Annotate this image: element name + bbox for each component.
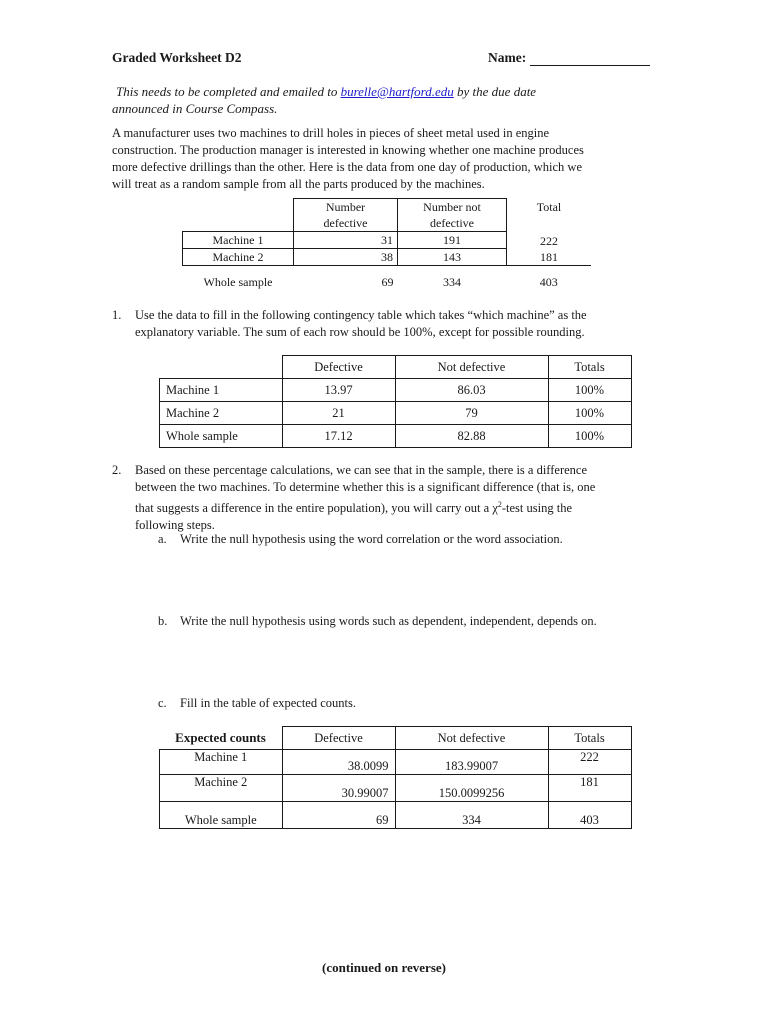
cell-not-defective[interactable]: 79	[395, 402, 548, 425]
cell-total: 181	[507, 249, 592, 266]
cell-total: 403	[539, 275, 558, 289]
table-row	[183, 232, 592, 249]
cell-not-defective[interactable]: 86.03	[395, 379, 548, 402]
instructions-line2: announced in Course Compass.	[112, 101, 278, 116]
header-defective: Defective	[282, 356, 395, 379]
header-not-defective: Not defective	[395, 727, 548, 750]
cell-defective[interactable]: 69	[282, 802, 395, 829]
name-field	[488, 50, 650, 66]
cell-total: 100%	[548, 425, 631, 448]
instructions-after: by the due date	[453, 84, 537, 99]
intro-line: more defective drillings than the other. Here is the data from one day of production, which we	[112, 160, 582, 174]
q2b-label: b.	[158, 614, 168, 628]
row-label: Whole sample	[203, 275, 273, 289]
cell-defective[interactable]: 17.12	[282, 425, 395, 448]
cell-defective: 38	[294, 249, 398, 266]
intro-line: A manufacturer uses two machines to drill holes in pieces of sheet metal used in engine	[112, 126, 550, 140]
table-row	[160, 425, 632, 448]
production-data-table	[182, 198, 591, 290]
cell-total: 100%	[548, 379, 631, 402]
instructions-before: This needs to be completed and emailed to	[116, 84, 341, 99]
intro-paragraph	[112, 125, 672, 193]
table-row	[160, 402, 632, 425]
percentage-table	[159, 355, 632, 448]
worksheet-title: Graded Worksheet D2	[112, 50, 242, 65]
row-label: Machine 2	[183, 249, 294, 266]
intro-line: construction. The production manager is interested in knowing whether one machine produces	[112, 143, 584, 157]
chi-symbol: χ	[492, 501, 498, 516]
cell-not-defective[interactable]: 82.88	[395, 425, 548, 448]
row-label: Machine 1	[160, 379, 283, 402]
expected-table-header	[160, 727, 632, 750]
percent-table-header	[160, 356, 632, 379]
q2c-label: c.	[158, 696, 167, 710]
header-not-defective: Not defective	[395, 356, 548, 379]
cell-total: 403	[548, 802, 631, 829]
row-label: Whole sample	[160, 802, 283, 829]
q1-text: Use the data to fill in the following contingency table which takes “which machine” as the explanatory variable. The sum of each row should be 100%, except for possible rounding.	[135, 308, 587, 339]
q2-text: Based on these percentage calculations, we can see that in the sample, there is a difference between the two machines. To determine whether this is a significant difference (that is, one that suggests a difference in the entire population), you will carry out a $\chi^2$-test using the following steps.	[135, 463, 596, 533]
row-label: Whole sample	[160, 425, 283, 448]
cell-defective[interactable]: 30.99007	[282, 775, 395, 802]
data-table-header	[183, 199, 592, 232]
header-number-defective: Number defective	[294, 199, 398, 232]
q2-number: 2.	[112, 463, 122, 477]
expected-counts-table	[159, 726, 632, 829]
q2a-label: a.	[158, 532, 167, 546]
q2a-text: Write the null hypothesis using the word correlation or the word association.	[180, 532, 563, 546]
header-totals: Totals	[548, 356, 631, 379]
cell-defective: 69	[381, 275, 394, 289]
intro-line: will treat as a random sample from all the parts produced by the machines.	[112, 177, 485, 191]
cell-not-defective[interactable]: 334	[395, 802, 548, 829]
table-row	[160, 379, 632, 402]
q2c-text: Fill in the table of expected counts.	[180, 696, 356, 710]
cell-total: 222	[540, 233, 558, 248]
cell-not-defective[interactable]: 183.99007	[395, 750, 548, 775]
cell-total: 100%	[548, 402, 631, 425]
email-link[interactable]: burelle@hartford.edu	[340, 84, 454, 99]
cell-defective[interactable]: 13.97	[282, 379, 395, 402]
chi-exponent: 2	[497, 500, 502, 509]
row-label: Machine 1	[183, 232, 294, 249]
continued-footer: (continued on reverse)	[322, 960, 446, 975]
cell-defective[interactable]: 21	[282, 402, 395, 425]
expected-counts-title: Expected counts	[160, 727, 283, 750]
cell-total: 181	[548, 775, 631, 802]
cell-not-defective[interactable]: 150.0099256	[395, 775, 548, 802]
header-total: Total	[536, 199, 562, 214]
cell-defective[interactable]: 38.0099	[282, 750, 395, 775]
header-totals: Totals	[548, 727, 631, 750]
cell-not-defective: 143	[398, 249, 507, 266]
name-blank-line	[530, 52, 650, 66]
table-row	[183, 266, 592, 291]
row-label: Machine 2	[160, 402, 283, 425]
table-row	[183, 249, 592, 266]
q1-number: 1.	[112, 308, 122, 322]
table-row	[160, 775, 632, 802]
table-row	[160, 750, 632, 775]
instructions	[116, 83, 536, 100]
table-row	[160, 802, 632, 829]
row-label: Machine 1	[160, 750, 283, 775]
q2b-text: Write the null hypothesis using words such as dependent, independent, depends on.	[180, 614, 597, 628]
header-number-not-defective: Number not defective	[398, 199, 507, 232]
name-label: Name:	[488, 50, 527, 65]
cell-defective: 31	[294, 232, 398, 249]
header-defective: Defective	[282, 727, 395, 750]
cell-not-defective: 191	[398, 232, 507, 249]
row-label: Machine 2	[160, 775, 283, 802]
cell-not-defective: 334	[443, 275, 461, 289]
cell-total: 222	[548, 750, 631, 775]
